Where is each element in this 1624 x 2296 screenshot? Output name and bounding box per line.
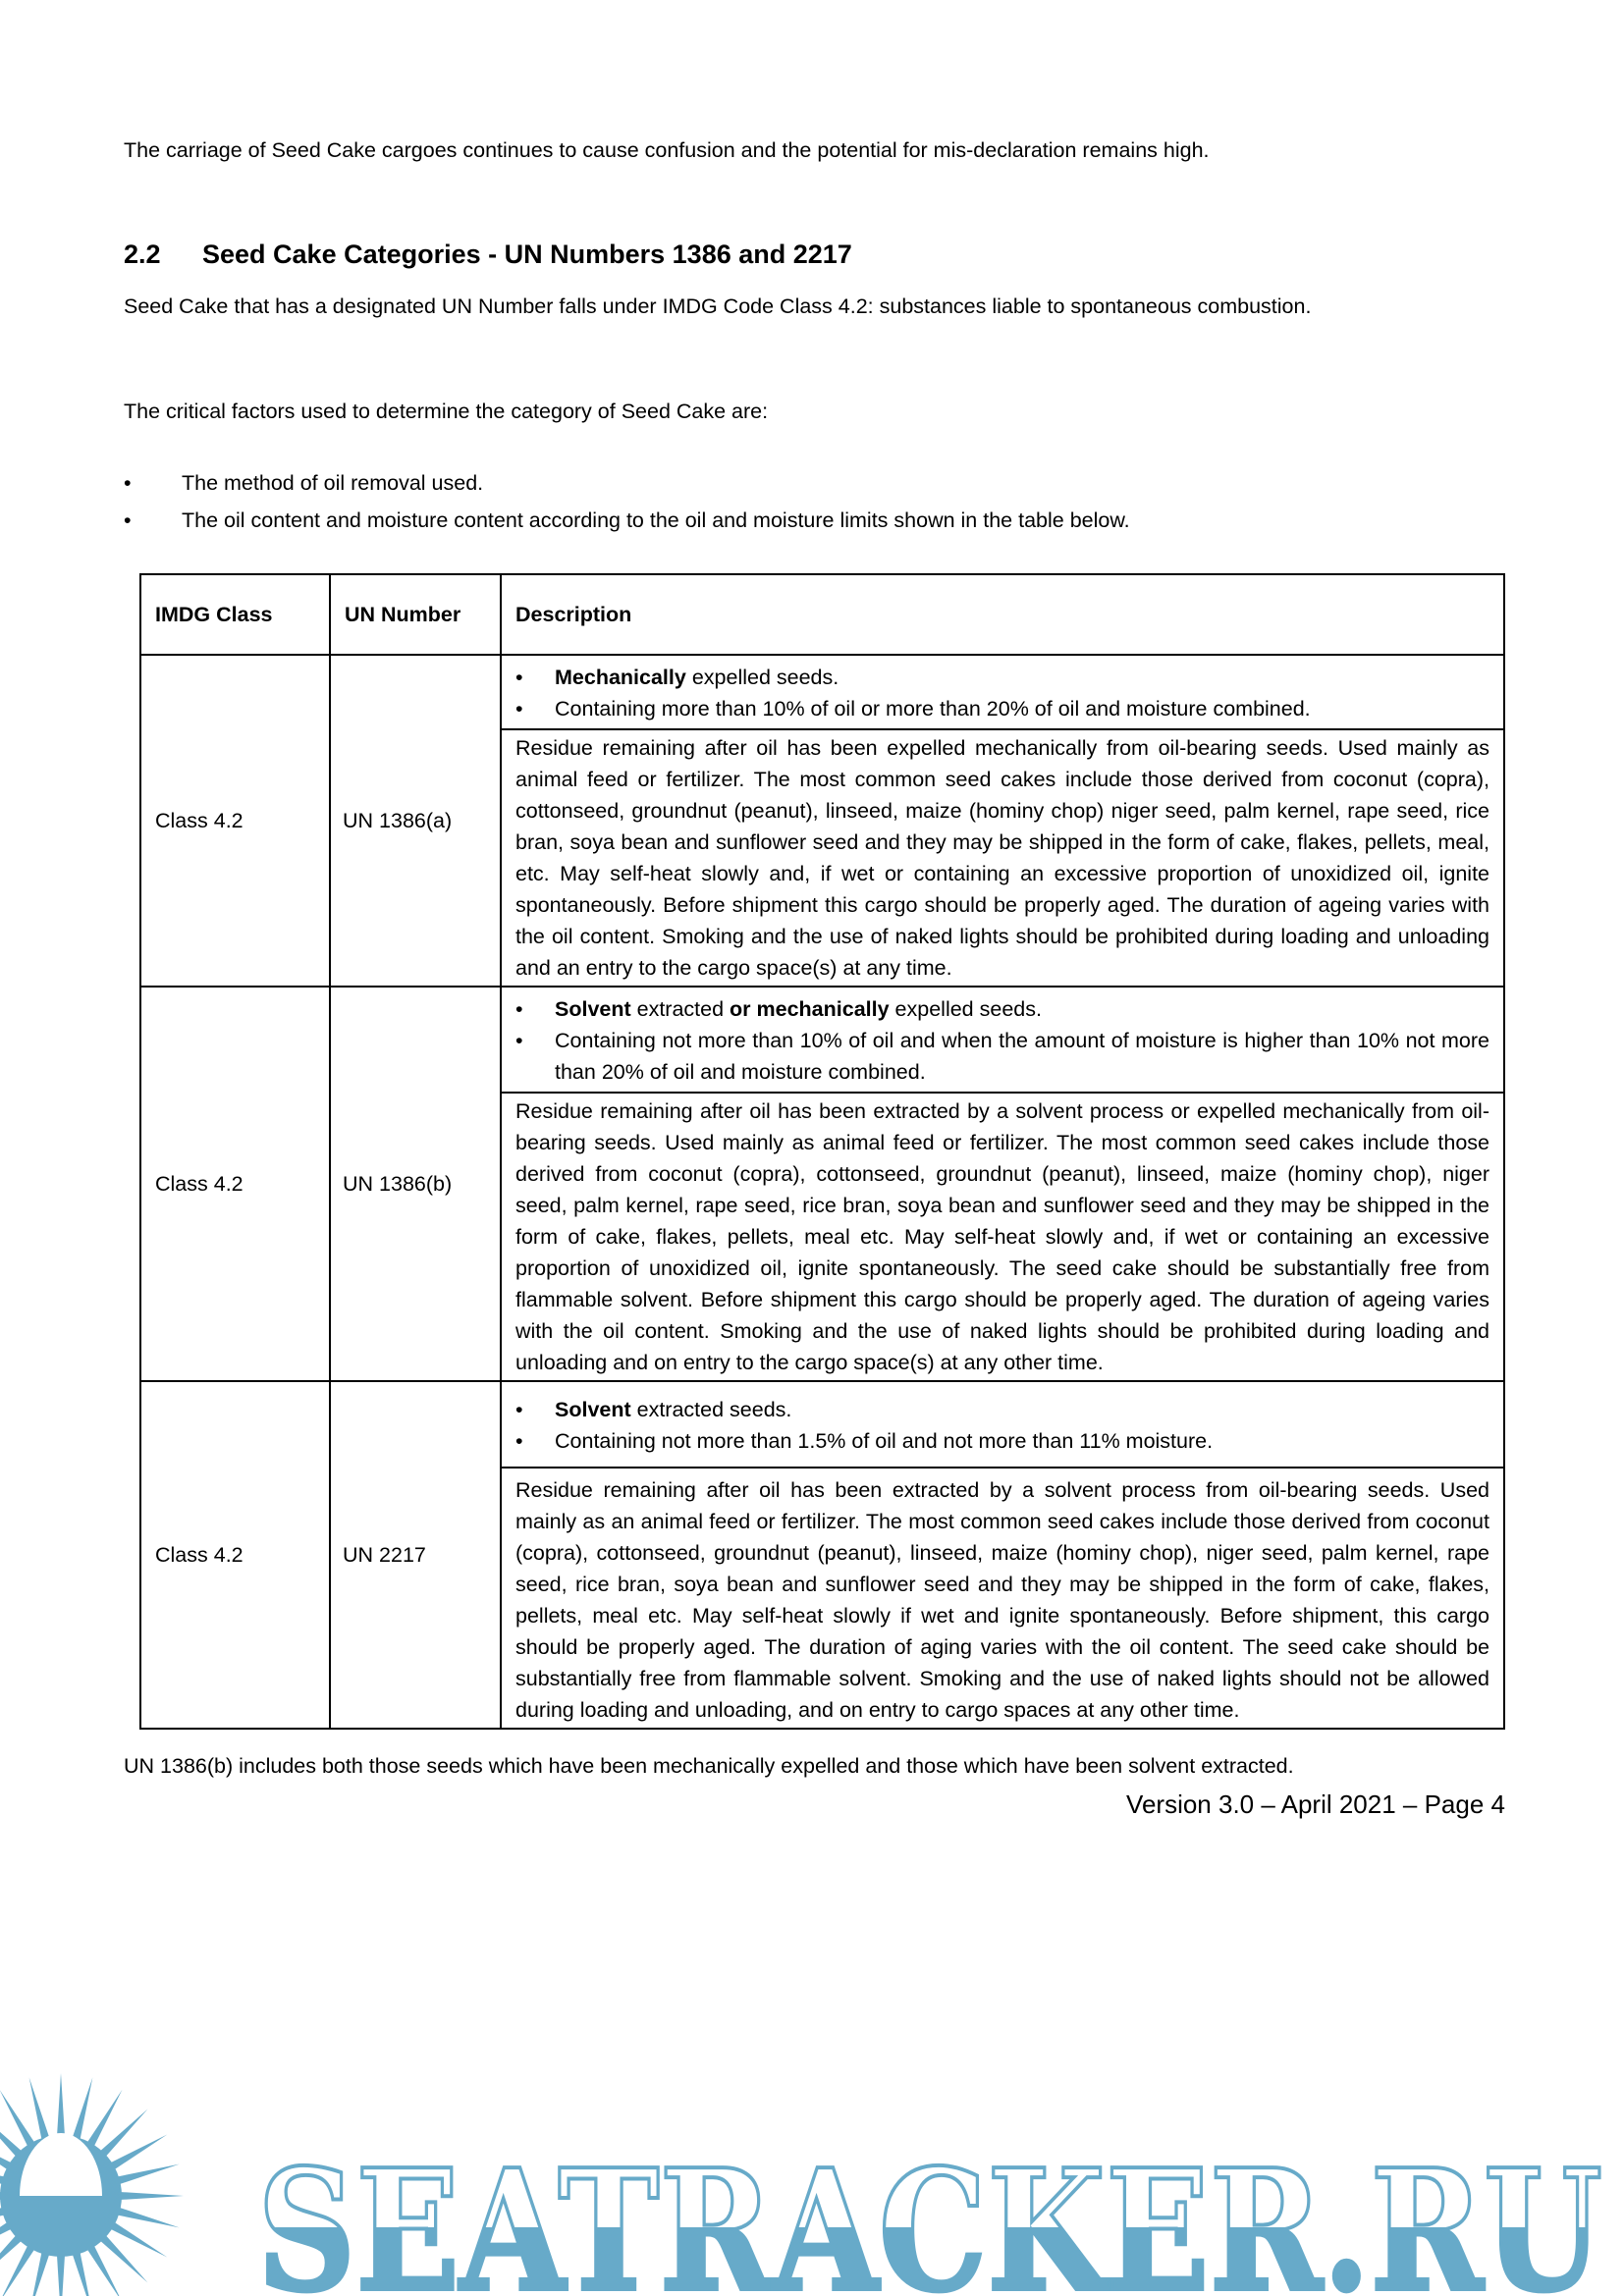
watermark-text: SEATRACKER.RU <box>257 2133 1602 2296</box>
residue-description: Residue remaining after oil has been extracted by a solvent process or expelled mechanically from oil-bearing seeds. Used mainly as animal feed or fertilizer. The most common seed cakes include those derived from coconut (copra), cottonseed, groundnut (peanut), linseed, maize (hominy chop), niger seed, palm kernel, rape seed, rice bran, soya bean and sunflower seed and they may be shipped in the form of cake, flakes, pellets, meal etc. May self-heat slowly and, if wet or containing an excessive proportion of unoxidized oil, ignite spontaneously. The seed cake should be substantially free from flammable solvent. Before shipment this cargo should be properly aged. The duration of ageing varies with the oil content. Smoking and the use of naked lights should be prohibited during loading and unloading and on entry to the cargo space(s) at any other time. <box>515 1099 1489 1374</box>
residue-description: Residue remaining after oil has been expelled mechanically from oil-bearing seeds. Used mainly as animal feed or fertilizer. The most common seed cakes include those derived from coconut (copra), cottonseed, groundnut (peanut), linseed, maize (hominy chop) niger seed, palm kernel, rape seed, rice bran, soya bean and sunflower seed and they may be shipped in the form of cake, flakes, pellets, meal, etc. May self-heat slowly and, if wet or containing an excessive proportion of unoxidized oil, ignite spontaneously. Before shipment this cargo should be properly aged. The duration of ageing varies with the oil content. Smoking and the use of naked lights should be prohibited during loading and unloading and an entry to the cargo space(s) at any time. <box>515 736 1489 980</box>
class-cell: Class 4.2 <box>140 987 330 1381</box>
criteria-item: • Solvent extracted seeds. <box>515 1398 792 1421</box>
table-row <box>140 987 1504 1381</box>
residue-description: Residue remaining after oil has been extracted by a solvent process from oil-bearing seeds. Used mainly as an animal feed or fertilizer. The most common seed cakes include those derived from coconut (copra), cottonseed, groundnut (peanut), linseed, maize (hominy chop), niger seed, palm kernel, rape seed, rice bran, soya bean and sunflower seed and they may be shipped in the form of cake, flakes, pellets, meal etc. May self-heat slowly if wet and ignite spontaneously. Before shipment, this cargo should be properly aged. The duration of aging varies with the oil content. The seed cake should be substantially free from flammable solvent. Smoking and the use of naked lights should not be allowed during loading and unloading, and on entry to cargo spaces at any other time. <box>515 1478 1489 1722</box>
un-cell: UN 2217 <box>330 1381 501 1729</box>
class-cell: Class 4.2 <box>140 655 330 987</box>
un-cell: UN 1386(a) <box>330 655 501 987</box>
table-row <box>140 655 1504 987</box>
header-un-number: UN Number <box>330 574 501 655</box>
criteria-item: • Mechanically expelled seeds. <box>515 666 839 689</box>
after-table-paragraph: UN 1386(b) includes both those seeds which have been mechanically expelled and those which have been solvent extracted. <box>124 1754 1294 1778</box>
page-footer: Version 3.0 – April 2021 – Page 4 <box>1126 1789 1505 1819</box>
intro-paragraph: The carriage of Seed Cake cargoes continues to cause confusion and the potential for mis-declaration remains high. <box>124 138 1210 162</box>
header-description: Description <box>501 574 1504 655</box>
un-cell: UN 1386(b) <box>330 987 501 1381</box>
header-imdg-class: IMDG Class <box>140 574 330 655</box>
table-row <box>140 1381 1504 1729</box>
factors-paragraph: The critical factors used to determine the category of Seed Cake are: <box>124 400 769 423</box>
bullet-item: • The oil content and moisture content according to the oil and moisture limits shown in the table below. <box>124 508 1130 532</box>
section-heading <box>124 240 852 270</box>
table-and-footer-flow <box>124 573 1505 1820</box>
description-cell <box>501 1381 1504 1729</box>
sun-icon <box>0 2073 184 2296</box>
description-cell <box>501 655 1504 987</box>
seed-cake-table <box>139 573 1505 1730</box>
class-cell: Class 4.2 <box>140 1381 330 1729</box>
bullet-item: • The method of oil removal used. <box>124 471 484 495</box>
section-number: 2.2 <box>124 240 161 269</box>
criteria-item: • Containing not more than 1.5% of oil and not more than 11% moisture. <box>515 1429 1214 1453</box>
class-paragraph: Seed Cake that has a designated UN Number falls under IMDG Code Class 4.2: substances liable to spontaneous combustion. <box>124 294 1312 318</box>
criteria-item: • Solvent extracted or mechanically expelled seeds. <box>515 997 1042 1021</box>
table-header-row <box>140 574 1504 655</box>
criteria-item: • Containing not more than 10% of oil and when the amount of moisture is higher than 10% not more than 20% of oil and moisture combined. <box>515 1029 1489 1084</box>
criteria-item: • Containing more than 10% of oil or more than 20% of oil and moisture combined. <box>515 697 1311 721</box>
description-cell <box>501 987 1504 1381</box>
seatracker-watermark-logo <box>0 2061 1624 2296</box>
section-title: Seed Cake Categories - UN Numbers 1386 and 2217 <box>202 240 852 269</box>
